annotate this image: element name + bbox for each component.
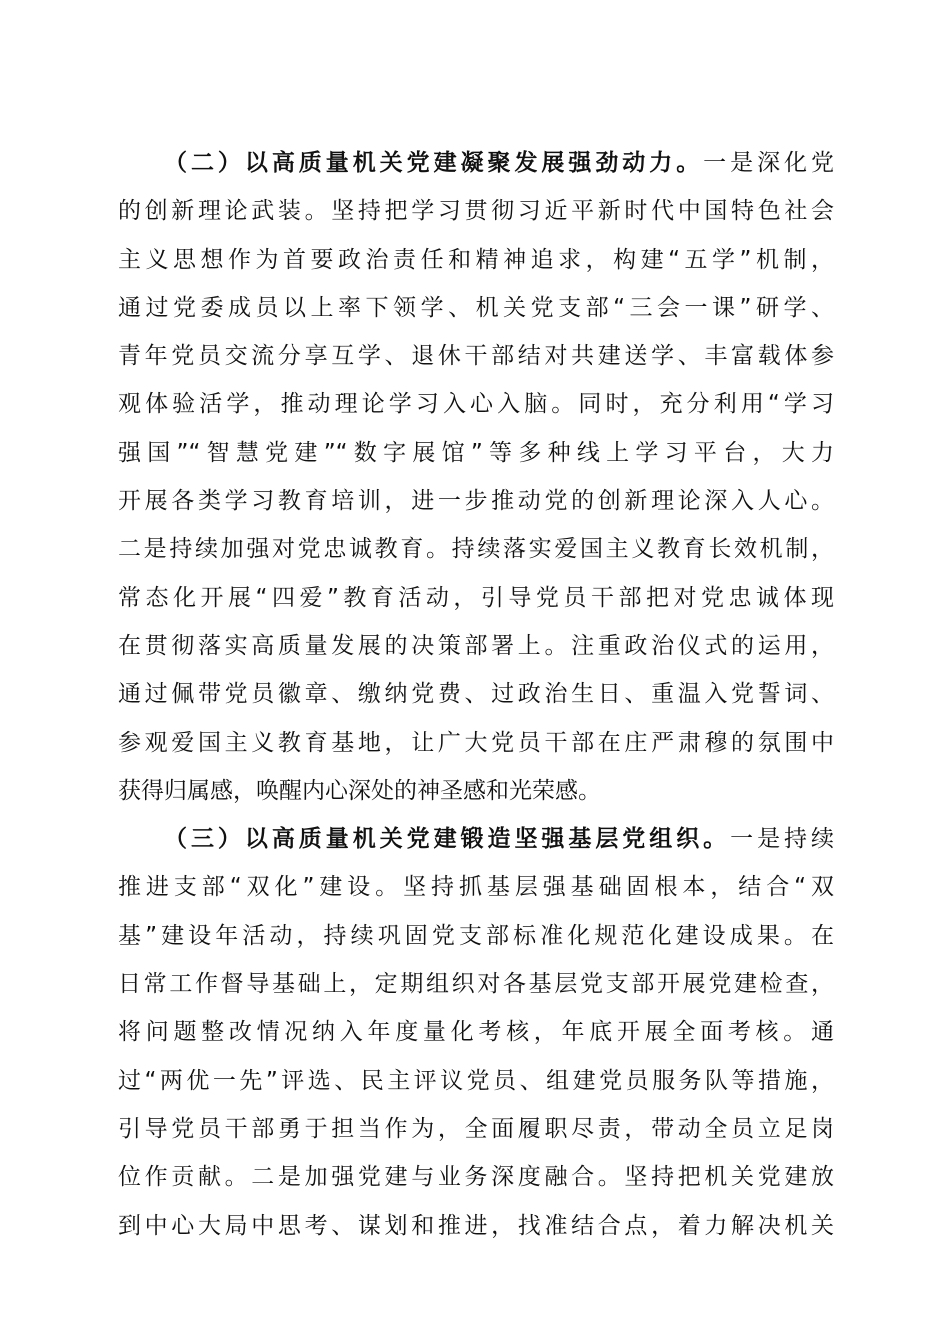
section-two-heading: （二）以高质量机关党建凝聚发展强劲动力。	[164, 150, 704, 176]
paragraph-line: 通过佩带党员徽章、缴纳党费、过政治生日、重温入党誓词、	[118, 681, 834, 708]
paragraph-line: 强国”“智慧党建”“数字展馆”等多种线上学习平台，大力	[118, 439, 834, 466]
paragraph-line: 到中心大局中思考、谋划和推进，找准结合点，着力解决机关	[118, 1212, 834, 1239]
section-three-first-line	[118, 815, 834, 863]
paragraph-line: 在贯彻落实高质量发展的决策部署上。注重政治仪式的运用，	[118, 632, 834, 659]
paragraph-line: 位作贡献。二是加强党建与业务深度融合。坚持把机关党建放	[118, 1164, 834, 1191]
paragraph-line: 引导党员干部勇于担当作为，全面履职尽责，带动全员立足岗	[118, 1115, 834, 1142]
paragraph-line: 通过党委成员以上率下领学、机关党支部“三会一课”研学、	[118, 294, 834, 321]
paragraph-line: 开展各类学习教育培训，进一步推动党的创新理论深入人心。	[118, 488, 834, 515]
paragraph-line: 日常工作督导基础上，定期组织对各基层党支部开展党建检查，	[118, 971, 834, 998]
paragraph-line: 基”建设年活动，持续巩固党支部标准化规范化建设成果。在	[118, 922, 834, 949]
section-two-first-line	[118, 139, 834, 187]
document-body	[118, 139, 834, 1250]
paragraph-line: 二是持续加强对党忠诚教育。持续落实爱国主义教育长效机制，	[118, 536, 834, 563]
paragraph-line: 主义思想作为首要政治责任和精神追求，构建“五学”机制，	[118, 246, 834, 273]
paragraph-line: 青年党员交流分享互学、退休干部结对共建送学、丰富载体参	[118, 343, 834, 370]
paragraph-line: 常态化开展“四爱”教育活动，引导党员干部把对党忠诚体现	[118, 584, 834, 611]
paragraph-line: 过“两优一先”评选、民主评议党员、组建党员服务队等措施，	[118, 1067, 834, 1094]
section-three-line-0: 一是持续	[730, 826, 834, 853]
paragraph-line: 观体验活学，推动理论学习入心入脑。同时，充分利用“学习	[118, 391, 834, 418]
paragraph-line: 推进支部“双化”建设。坚持抓基层强基础固根本，结合“双	[118, 874, 834, 901]
section-two-line-0: 一是深化党	[703, 150, 834, 176]
paragraph-line: 将问题整改情况纳入年度量化考核，年底开展全面考核。通	[118, 1019, 834, 1046]
paragraph-last-line: 获得归属感，唤醒内心深处的神圣感和光荣感。	[118, 777, 601, 804]
paragraph-line: 的创新理论武装。坚持把学习贯彻习近平新时代中国特色社会	[118, 198, 834, 225]
paragraph-line: 参观爱国主义教育基地，让广大党员干部在庄严肃穆的氛围中	[118, 729, 834, 756]
section-three-heading: （三）以高质量机关党建锻造坚强基层党组织。	[164, 826, 731, 853]
